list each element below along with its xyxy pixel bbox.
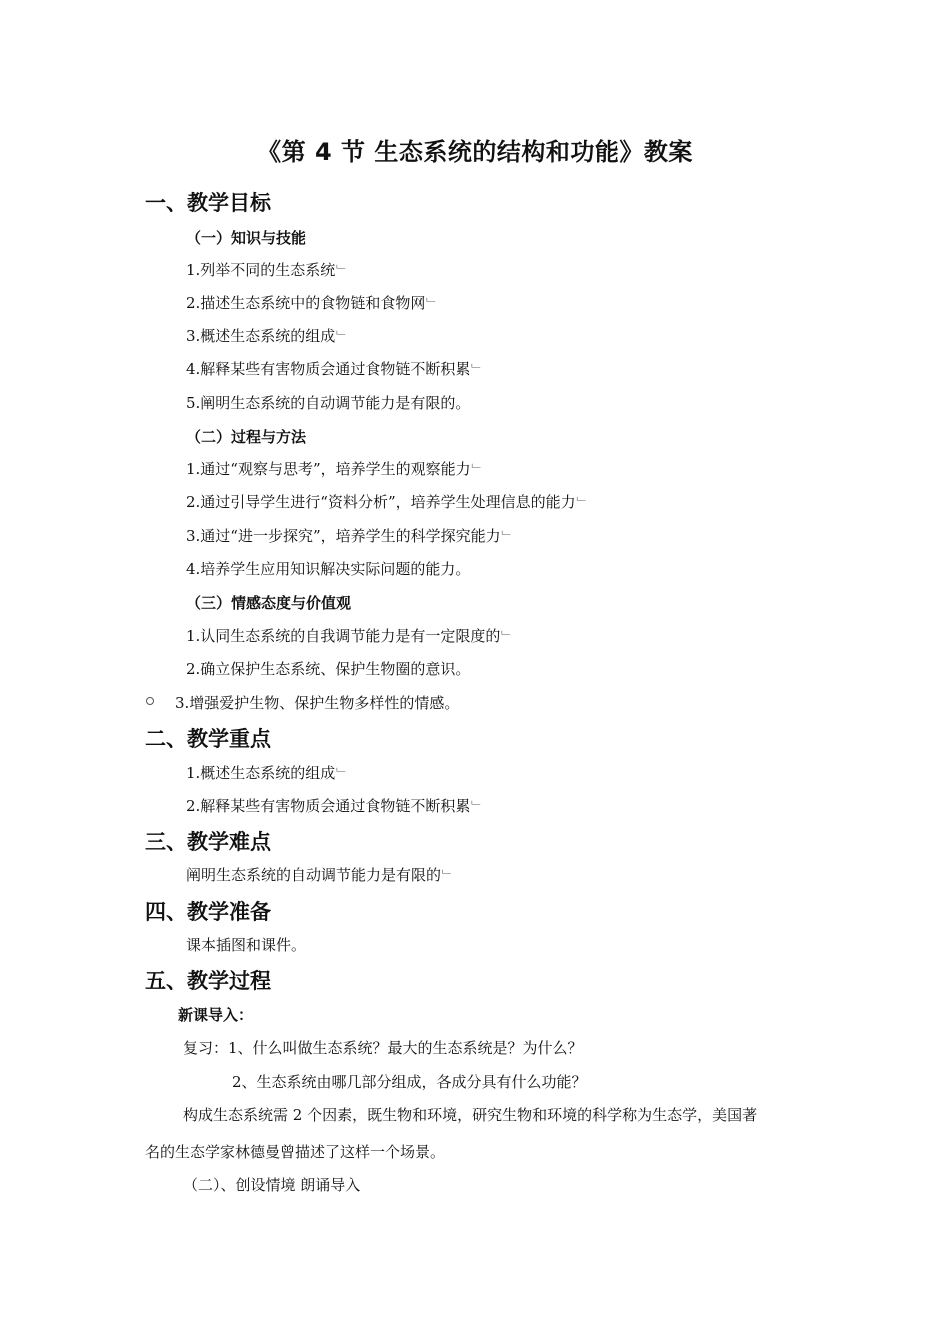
section-heading-process: 五、教学过程 [145, 969, 271, 993]
list-item: 3.通过“进一步探究”，培养学生的科学探究能力﹂ [186, 527, 514, 545]
subheading-attitudes-values: （三）情感态度与价值观 [186, 594, 352, 612]
list-item: 2.描述生态系统中的食物链和食物网﹂ [186, 294, 439, 312]
difficulty-text: 阐明生态系统的自动调节能力是有限的﹂ [186, 866, 455, 884]
review-question-1: 复习：1、什么叫做生态系统？最大的生态系统是？为什么？ [183, 1039, 583, 1057]
paragraph-line-1: 构成生态系统需 2 个因素，既生物和环境，研究生物和环境的科学称为生态学，美国著 [183, 1106, 758, 1124]
layout-mark-icon: ﹂ [501, 630, 514, 644]
layout-mark-icon: ﹂ [336, 264, 349, 278]
layout-mark-icon: ﹂ [442, 869, 455, 883]
layout-mark-icon: ﹂ [501, 530, 514, 544]
list-item: 1.通过“观察与思考”，培养学生的观察能力﹂ [186, 460, 484, 478]
list-item: 3.增强爱护生物、保护生物多样性的情感。 [175, 694, 460, 712]
list-item: 2.解释某些有害物质会通过食物链不断积累﹂ [186, 797, 484, 815]
list-item: 3.概述生态系统的组成﹂ [186, 327, 349, 345]
list-item: 4.培养学生应用知识解决实际问题的能力。 [186, 560, 471, 578]
list-item: 1.列举不同的生态系统﹂ [186, 261, 349, 279]
layout-mark-icon: ﹂ [336, 330, 349, 344]
subheading-knowledge-skills: （一）知识与技能 [186, 229, 307, 247]
preparation-text: 课本插图和课件。 [186, 936, 307, 954]
section-heading-objectives: 一、教学目标 [145, 191, 271, 215]
document-title: 《第 4 节 生态系统的结构和功能》教案 [257, 138, 693, 166]
layout-mark-icon: ﹂ [471, 800, 484, 814]
section-heading-key-points: 二、教学重点 [145, 727, 271, 751]
paragraph-line-2: 名的生态学家林德曼曾描述了这样一个场景。 [145, 1143, 446, 1161]
review-question-2: 2、生态系统由哪几部分组成，各成分具有什么功能？ [232, 1073, 587, 1091]
section-heading-preparation: 四、教学准备 [145, 900, 271, 924]
subheading-scenario: （二）、创设情境 朗诵导入 [183, 1176, 361, 1194]
layout-mark-icon: ﹂ [336, 767, 349, 781]
subheading-process-methods: （二）过程与方法 [186, 428, 307, 446]
list-item: 1.认同生态系统的自我调节能力是有一定限度的﹂ [186, 627, 514, 645]
list-item: 1.概述生态系统的组成﹂ [186, 764, 349, 782]
list-item: 2.通过引导学生进行“资料分析”，培养学生处理信息的能力﹂ [186, 493, 589, 511]
section-heading-difficulties: 三、教学难点 [145, 830, 271, 854]
list-item: 4.解释某些有害物质会通过食物链不断积累﹂ [186, 360, 484, 378]
layout-mark-icon: ﹂ [426, 297, 439, 311]
layout-mark-icon: ﹂ [471, 463, 484, 477]
layout-mark-icon: ﹂ [471, 363, 484, 377]
list-item: 2.确立保护生态系统、保护生物圈的意识。 [186, 660, 471, 678]
paragraph-bullet-icon [146, 697, 154, 705]
list-item: 5.阐明生态系统的自动调节能力是有限的。 [186, 394, 471, 412]
layout-mark-icon: ﹂ [576, 496, 589, 510]
intro-label: 新课导入： [178, 1006, 254, 1024]
